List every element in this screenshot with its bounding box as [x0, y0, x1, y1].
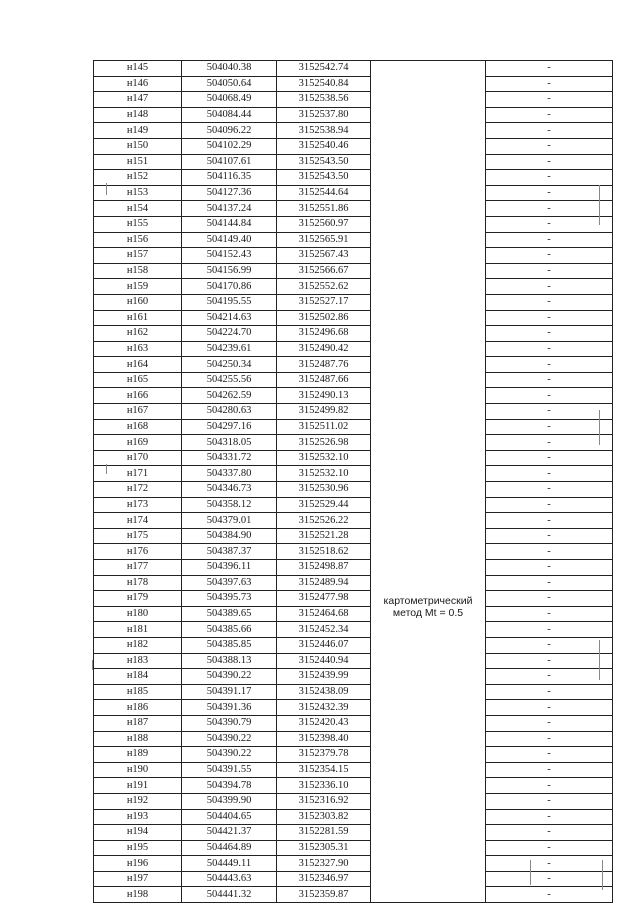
x-coordinate-cell: 504195.55	[182, 294, 277, 310]
table-row	[94, 887, 613, 903]
accuracy-cell: -	[486, 715, 613, 731]
x-coordinate-cell: 504390.22	[182, 731, 277, 747]
point-id-cell: н188	[94, 731, 182, 747]
table-row	[94, 92, 613, 108]
x-coordinate-cell: 504084.44	[182, 107, 277, 123]
method-text-line1: картометрический	[383, 594, 473, 607]
table-row	[94, 341, 613, 357]
x-coordinate-cell: 504391.55	[182, 762, 277, 778]
table-row	[94, 404, 613, 420]
y-coordinate-cell: 3152489.94	[277, 575, 371, 591]
table-row	[94, 528, 613, 544]
y-coordinate-cell: 3152566.67	[277, 263, 371, 279]
accuracy-cell: -	[486, 731, 613, 747]
y-coordinate-cell: 3152327.90	[277, 856, 371, 872]
method-cell	[371, 61, 486, 903]
y-coordinate-cell: 3152452.34	[277, 622, 371, 638]
point-id-cell: н183	[94, 653, 182, 669]
point-id-cell: н159	[94, 279, 182, 295]
point-id-cell: н177	[94, 560, 182, 576]
y-coordinate-cell: 3152502.86	[277, 310, 371, 326]
table-row	[94, 825, 613, 841]
y-coordinate-cell: 3152490.13	[277, 388, 371, 404]
accuracy-cell: -	[486, 513, 613, 529]
accuracy-cell: -	[486, 497, 613, 513]
y-coordinate-cell: 3152420.43	[277, 715, 371, 731]
table-row	[94, 637, 613, 653]
x-coordinate-cell: 504449.11	[182, 856, 277, 872]
point-id-cell: н161	[94, 310, 182, 326]
table-row	[94, 357, 613, 373]
table-row	[94, 279, 613, 295]
table-row	[94, 684, 613, 700]
y-coordinate-cell: 3152303.82	[277, 809, 371, 825]
table-row	[94, 185, 613, 201]
point-id-cell: н153	[94, 185, 182, 201]
x-coordinate-cell: 504384.90	[182, 528, 277, 544]
table-row	[94, 731, 613, 747]
accuracy-cell: -	[486, 793, 613, 809]
x-coordinate-cell: 504239.61	[182, 341, 277, 357]
accuracy-cell: -	[486, 466, 613, 482]
accuracy-cell: -	[486, 482, 613, 498]
y-coordinate-cell: 3152532.10	[277, 450, 371, 466]
coordinates-table	[93, 60, 613, 903]
table-row	[94, 419, 613, 435]
point-id-cell: н155	[94, 216, 182, 232]
accuracy-cell: -	[486, 310, 613, 326]
point-id-cell: н147	[94, 92, 182, 108]
point-id-cell: н167	[94, 404, 182, 420]
accuracy-cell: -	[486, 669, 613, 685]
accuracy-cell: -	[486, 248, 613, 264]
y-coordinate-cell: 3152487.66	[277, 372, 371, 388]
point-id-cell: н196	[94, 856, 182, 872]
x-coordinate-cell: 504391.36	[182, 700, 277, 716]
x-coordinate-cell: 504390.22	[182, 747, 277, 763]
point-id-cell: н154	[94, 201, 182, 217]
y-coordinate-cell: 3152477.98	[277, 591, 371, 607]
table-row	[94, 497, 613, 513]
point-id-cell: н164	[94, 357, 182, 373]
x-coordinate-cell: 504337.80	[182, 466, 277, 482]
accuracy-cell: -	[486, 92, 613, 108]
accuracy-cell: -	[486, 809, 613, 825]
x-coordinate-cell: 504255.56	[182, 372, 277, 388]
x-coordinate-cell: 504156.99	[182, 263, 277, 279]
accuracy-cell: -	[486, 341, 613, 357]
accuracy-cell: -	[486, 450, 613, 466]
accuracy-cell: -	[486, 61, 613, 77]
table-row	[94, 372, 613, 388]
point-id-cell: н171	[94, 466, 182, 482]
table-row	[94, 388, 613, 404]
table-row	[94, 466, 613, 482]
accuracy-cell: -	[486, 388, 613, 404]
accuracy-cell: -	[486, 840, 613, 856]
point-id-cell: н151	[94, 154, 182, 170]
accuracy-cell: -	[486, 560, 613, 576]
accuracy-cell: -	[486, 123, 613, 139]
accuracy-cell: -	[486, 825, 613, 841]
x-coordinate-cell: 504390.22	[182, 669, 277, 685]
table-row	[94, 326, 613, 342]
accuracy-cell: -	[486, 170, 613, 186]
method-text-line2: метод Mt = 0.5	[392, 606, 464, 619]
point-id-cell: н174	[94, 513, 182, 529]
point-id-cell: н195	[94, 840, 182, 856]
point-id-cell: н145	[94, 61, 182, 77]
table-row	[94, 170, 613, 186]
accuracy-cell: -	[486, 575, 613, 591]
y-coordinate-cell: 3152537.80	[277, 107, 371, 123]
scan-mark	[602, 860, 603, 890]
scan-mark	[599, 640, 600, 680]
scan-mark	[92, 660, 93, 670]
scan-mark	[599, 185, 600, 225]
table-row	[94, 762, 613, 778]
point-id-cell: н150	[94, 138, 182, 154]
accuracy-cell: -	[486, 637, 613, 653]
table-row	[94, 700, 613, 716]
y-coordinate-cell: 3152359.87	[277, 887, 371, 903]
table-row	[94, 138, 613, 154]
x-coordinate-cell: 504050.64	[182, 76, 277, 92]
table-row	[94, 560, 613, 576]
y-coordinate-cell: 3152336.10	[277, 778, 371, 794]
y-coordinate-cell: 3152354.15	[277, 762, 371, 778]
table-row	[94, 715, 613, 731]
x-coordinate-cell: 504396.11	[182, 560, 277, 576]
table-row	[94, 107, 613, 123]
x-coordinate-cell: 504116.35	[182, 170, 277, 186]
point-id-cell: н197	[94, 871, 182, 887]
x-coordinate-cell: 504346.73	[182, 482, 277, 498]
y-coordinate-cell: 3152565.91	[277, 232, 371, 248]
accuracy-cell: -	[486, 700, 613, 716]
y-coordinate-cell: 3152540.84	[277, 76, 371, 92]
x-coordinate-cell: 504397.63	[182, 575, 277, 591]
y-coordinate-cell: 3152526.22	[277, 513, 371, 529]
table-row	[94, 793, 613, 809]
table-row	[94, 871, 613, 887]
point-id-cell: н198	[94, 887, 182, 903]
x-coordinate-cell: 504144.84	[182, 216, 277, 232]
y-coordinate-cell: 3152499.82	[277, 404, 371, 420]
y-coordinate-cell: 3152511.02	[277, 419, 371, 435]
scan-mark	[106, 183, 107, 195]
point-id-cell: н156	[94, 232, 182, 248]
y-coordinate-cell: 3152526.98	[277, 435, 371, 451]
table-row	[94, 778, 613, 794]
y-coordinate-cell: 3152551.86	[277, 201, 371, 217]
y-coordinate-cell: 3152529.44	[277, 497, 371, 513]
table-row	[94, 544, 613, 560]
coordinates-table-body	[94, 61, 613, 903]
point-id-cell: н190	[94, 762, 182, 778]
x-coordinate-cell: 504399.90	[182, 793, 277, 809]
table-row	[94, 294, 613, 310]
y-coordinate-cell: 3152538.94	[277, 123, 371, 139]
x-coordinate-cell: 504331.72	[182, 450, 277, 466]
accuracy-cell: -	[486, 232, 613, 248]
y-coordinate-cell: 3152281.59	[277, 825, 371, 841]
x-coordinate-cell: 504388.13	[182, 653, 277, 669]
x-coordinate-cell: 504318.05	[182, 435, 277, 451]
table-row	[94, 123, 613, 139]
point-id-cell: н169	[94, 435, 182, 451]
table-row	[94, 669, 613, 685]
point-id-cell: н182	[94, 637, 182, 653]
accuracy-cell: -	[486, 747, 613, 763]
point-id-cell: н175	[94, 528, 182, 544]
accuracy-cell: -	[486, 871, 613, 887]
point-id-cell: н168	[94, 419, 182, 435]
y-coordinate-cell: 3152552.62	[277, 279, 371, 295]
accuracy-cell: -	[486, 138, 613, 154]
accuracy-cell: -	[486, 653, 613, 669]
accuracy-cell: -	[486, 591, 613, 607]
accuracy-cell: -	[486, 107, 613, 123]
point-id-cell: н172	[94, 482, 182, 498]
x-coordinate-cell: 504262.59	[182, 388, 277, 404]
y-coordinate-cell: 3152532.10	[277, 466, 371, 482]
x-coordinate-cell: 504280.63	[182, 404, 277, 420]
y-coordinate-cell: 3152440.94	[277, 653, 371, 669]
y-coordinate-cell: 3152498.87	[277, 560, 371, 576]
table-row	[94, 622, 613, 638]
y-coordinate-cell: 3152439.99	[277, 669, 371, 685]
x-coordinate-cell: 504137.24	[182, 201, 277, 217]
accuracy-cell: -	[486, 684, 613, 700]
table-row	[94, 310, 613, 326]
point-id-cell: н165	[94, 372, 182, 388]
y-coordinate-cell: 3152543.50	[277, 154, 371, 170]
point-id-cell: н192	[94, 793, 182, 809]
y-coordinate-cell: 3152464.68	[277, 606, 371, 622]
table-row	[94, 606, 613, 622]
x-coordinate-cell: 504102.29	[182, 138, 277, 154]
x-coordinate-cell: 504127.36	[182, 185, 277, 201]
point-id-cell: н163	[94, 341, 182, 357]
y-coordinate-cell: 3152379.78	[277, 747, 371, 763]
table-row	[94, 450, 613, 466]
y-coordinate-cell: 3152346.97	[277, 871, 371, 887]
x-coordinate-cell: 504421.37	[182, 825, 277, 841]
point-id-cell: н180	[94, 606, 182, 622]
accuracy-cell: -	[486, 544, 613, 560]
x-coordinate-cell: 504170.86	[182, 279, 277, 295]
scan-mark	[599, 410, 600, 445]
accuracy-cell: -	[486, 263, 613, 279]
table-row	[94, 76, 613, 92]
point-id-cell: н162	[94, 326, 182, 342]
table-row	[94, 513, 613, 529]
y-coordinate-cell: 3152438.09	[277, 684, 371, 700]
x-coordinate-cell: 504096.22	[182, 123, 277, 139]
y-coordinate-cell: 3152490.42	[277, 341, 371, 357]
y-coordinate-cell: 3152540.46	[277, 138, 371, 154]
point-id-cell: н178	[94, 575, 182, 591]
accuracy-cell: -	[486, 778, 613, 794]
accuracy-cell: -	[486, 154, 613, 170]
point-id-cell: н189	[94, 747, 182, 763]
y-coordinate-cell: 3152518.62	[277, 544, 371, 560]
table-row	[94, 435, 613, 451]
table-row	[94, 653, 613, 669]
y-coordinate-cell: 3152487.76	[277, 357, 371, 373]
accuracy-cell: -	[486, 435, 613, 451]
x-coordinate-cell: 504250.34	[182, 357, 277, 373]
table-row	[94, 216, 613, 232]
y-coordinate-cell: 3152538.56	[277, 92, 371, 108]
accuracy-cell: -	[486, 201, 613, 217]
x-coordinate-cell: 504152.43	[182, 248, 277, 264]
y-coordinate-cell: 3152567.43	[277, 248, 371, 264]
point-id-cell: н173	[94, 497, 182, 513]
x-coordinate-cell: 504214.63	[182, 310, 277, 326]
y-coordinate-cell: 3152560.97	[277, 216, 371, 232]
accuracy-cell: -	[486, 76, 613, 92]
table-row	[94, 840, 613, 856]
x-coordinate-cell: 504385.85	[182, 637, 277, 653]
accuracy-cell: -	[486, 762, 613, 778]
accuracy-cell: -	[486, 404, 613, 420]
accuracy-cell: -	[486, 216, 613, 232]
x-coordinate-cell: 504441.32	[182, 887, 277, 903]
x-coordinate-cell: 504358.12	[182, 497, 277, 513]
point-id-cell: н194	[94, 825, 182, 841]
y-coordinate-cell: 3152316.92	[277, 793, 371, 809]
y-coordinate-cell: 3152398.40	[277, 731, 371, 747]
table-row	[94, 591, 613, 607]
table-row	[94, 154, 613, 170]
y-coordinate-cell: 3152542.74	[277, 61, 371, 77]
point-id-cell: н186	[94, 700, 182, 716]
x-coordinate-cell: 504390.79	[182, 715, 277, 731]
x-coordinate-cell: 504149.40	[182, 232, 277, 248]
table-row	[94, 248, 613, 264]
y-coordinate-cell: 3152530.96	[277, 482, 371, 498]
x-coordinate-cell: 504107.61	[182, 154, 277, 170]
y-coordinate-cell: 3152544.64	[277, 185, 371, 201]
x-coordinate-cell: 504394.78	[182, 778, 277, 794]
table-row	[94, 232, 613, 248]
point-id-cell: н152	[94, 170, 182, 186]
accuracy-cell: -	[486, 606, 613, 622]
scan-mark	[530, 860, 531, 885]
point-id-cell: н176	[94, 544, 182, 560]
x-coordinate-cell: 504297.16	[182, 419, 277, 435]
accuracy-cell: -	[486, 185, 613, 201]
x-coordinate-cell: 504068.49	[182, 92, 277, 108]
table-row	[94, 61, 613, 77]
y-coordinate-cell: 3152432.39	[277, 700, 371, 716]
point-id-cell: н158	[94, 263, 182, 279]
accuracy-cell: -	[486, 326, 613, 342]
point-id-cell: н149	[94, 123, 182, 139]
table-row	[94, 482, 613, 498]
point-id-cell: н170	[94, 450, 182, 466]
accuracy-cell: -	[486, 887, 613, 903]
table-row	[94, 747, 613, 763]
point-id-cell: н184	[94, 669, 182, 685]
point-id-cell: н187	[94, 715, 182, 731]
x-coordinate-cell: 504040.38	[182, 61, 277, 77]
x-coordinate-cell: 504395.73	[182, 591, 277, 607]
y-coordinate-cell: 3152446.07	[277, 637, 371, 653]
y-coordinate-cell: 3152543.50	[277, 170, 371, 186]
x-coordinate-cell: 504387.37	[182, 544, 277, 560]
table-row	[94, 809, 613, 825]
x-coordinate-cell: 504464.89	[182, 840, 277, 856]
accuracy-cell: -	[486, 372, 613, 388]
accuracy-cell: -	[486, 279, 613, 295]
accuracy-cell: -	[486, 856, 613, 872]
x-coordinate-cell: 504389.65	[182, 606, 277, 622]
x-coordinate-cell: 504391.17	[182, 684, 277, 700]
y-coordinate-cell: 3152305.31	[277, 840, 371, 856]
x-coordinate-cell: 504385.66	[182, 622, 277, 638]
y-coordinate-cell: 3152527.17	[277, 294, 371, 310]
point-id-cell: н160	[94, 294, 182, 310]
y-coordinate-cell: 3152521.28	[277, 528, 371, 544]
x-coordinate-cell: 504404.65	[182, 809, 277, 825]
point-id-cell: н166	[94, 388, 182, 404]
table-row	[94, 575, 613, 591]
table-row	[94, 263, 613, 279]
x-coordinate-cell: 504224.70	[182, 326, 277, 342]
point-id-cell: н193	[94, 809, 182, 825]
point-id-cell: н185	[94, 684, 182, 700]
table-row	[94, 201, 613, 217]
accuracy-cell: -	[486, 357, 613, 373]
y-coordinate-cell: 3152496.68	[277, 326, 371, 342]
x-coordinate-cell: 504443.63	[182, 871, 277, 887]
point-id-cell: н146	[94, 76, 182, 92]
point-id-cell: н179	[94, 591, 182, 607]
accuracy-cell: -	[486, 622, 613, 638]
accuracy-cell: -	[486, 294, 613, 310]
accuracy-cell: -	[486, 419, 613, 435]
scan-mark	[106, 464, 107, 474]
accuracy-cell: -	[486, 528, 613, 544]
point-id-cell: н191	[94, 778, 182, 794]
point-id-cell: н148	[94, 107, 182, 123]
table-row	[94, 856, 613, 872]
x-coordinate-cell: 504379.01	[182, 513, 277, 529]
point-id-cell: н181	[94, 622, 182, 638]
point-id-cell: н157	[94, 248, 182, 264]
